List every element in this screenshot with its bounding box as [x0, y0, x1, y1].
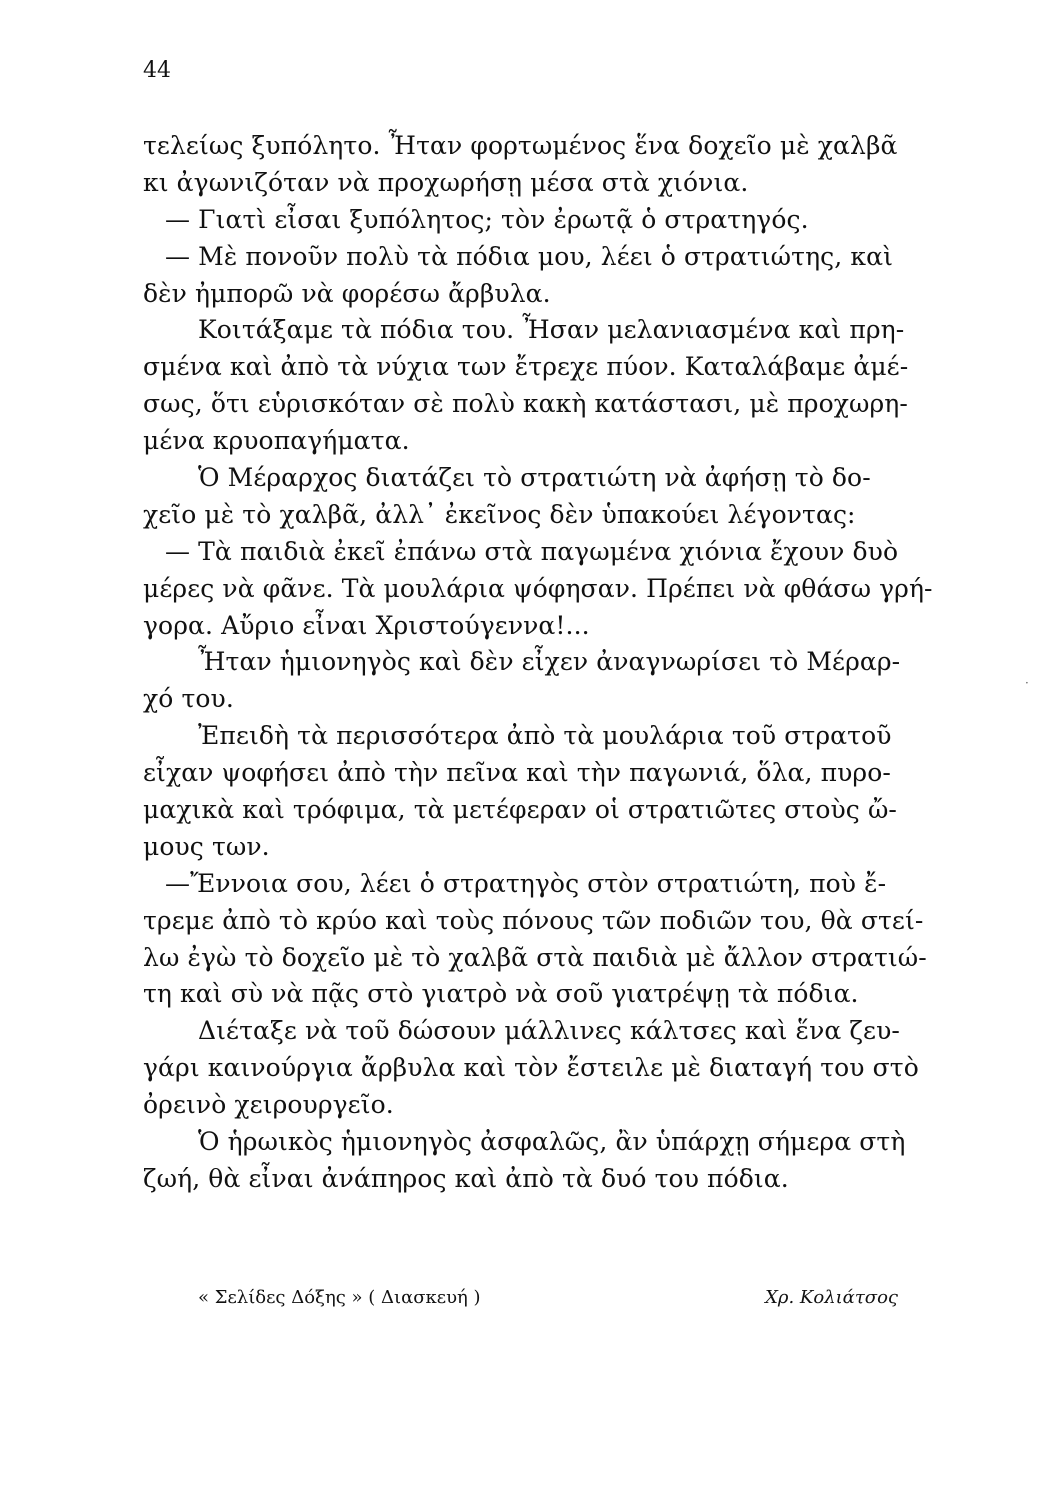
- text-line: μέρες νὰ φᾶνε. Τὰ μουλάρια ψόφησαν. Πρέπει νὰ φθάσω γρή-: [143, 573, 933, 603]
- text-line: — Μὲ πονοῦν πολὺ τὰ πόδια μου, λέει ὁ στρατιώτης, καὶ: [165, 241, 893, 271]
- text-line: τη καὶ σὺ νὰ πᾷς στὸ γιατρὸ νὰ σοῦ γιατρέψῃ τὰ πόδια.: [143, 979, 859, 1009]
- text-line: τρεμε ἀπὸ τὸ κρύο καὶ τοὺς πόνους τῶν ποδιῶν του, θὰ στεί-: [143, 905, 924, 935]
- text-line: Ὁ ἡρωικὸς ἡμιονηγὸς ἀσφαλῶς, ἂν ὑπάρχῃ σήμερα στὴ: [198, 1127, 906, 1157]
- text-line: σμένα καὶ ἀπὸ τὰ νύχια των ἔτρεχε πύον. Καταλάβαμε ἀμέ-: [143, 352, 909, 382]
- text-line: μους των.: [143, 831, 270, 861]
- text-line: κι ἀγωνιζόταν νὰ προχωρήσῃ μέσα στὰ χιόνια.: [143, 167, 749, 197]
- text-line: εἶχαν ψοφήσει ἀπὸ τὴν πεῖνα καὶ τὴν παγωνιά, ὅλα, πυρο-: [143, 758, 891, 788]
- text-line: χεῖο μὲ τὸ χαλβᾶ, ἀλλ᾽ ἐκεῖνος δὲν ὑπακούει λέγοντας:: [143, 499, 856, 529]
- source-citation: « Σελίδες Δόξης » ( Διασκευή ): [198, 1287, 481, 1308]
- text-line: Διέταξε νὰ τοῦ δώσουν μάλλινες κάλτσες καὶ ἕνα ζευ-: [198, 1016, 900, 1046]
- text-line: γάρι καινούργια ἄρβυλα καὶ τὸν ἔστειλε μὲ διαταγή του στὸ: [143, 1053, 919, 1083]
- text-line: λω ἐγὼ τὸ δοχεῖο μὲ τὸ χαλβᾶ στὰ παιδιὰ μὲ ἄλλον στρατιώ-: [143, 942, 927, 972]
- text-line: τελείως ξυπόλητο. Ἦταν φορτωμένος ἕνα δοχεῖο μὲ χαλβᾶ: [143, 131, 898, 160]
- text-line: — Γιατὶ εἶσαι ξυπόλητος; τὸν ἐρωτᾷ ὁ στρατηγός.: [165, 204, 809, 234]
- page-number: 44: [143, 58, 171, 83]
- text-line: σως, ὅτι εὑρισκόταν σὲ πολὺ κακὴ κατάστασι, μὲ προχωρη-: [143, 389, 908, 419]
- text-line: γορα. Αὔριο εἶναι Χριστούγεννα!...: [143, 610, 590, 640]
- text-line: μένα κρυοπαγήματα.: [143, 426, 410, 456]
- text-line: —Ἔννοια σου, λέει ὁ στρατηγὸς στὸν στρατιώτη, ποὺ ἔ-: [165, 868, 887, 898]
- text-line: — Τὰ παιδιὰ ἐκεῖ ἐπάνω στὰ παγωμένα χιόνια ἔχουν δυὸ: [165, 536, 899, 566]
- scan-speck: ·: [1025, 676, 1029, 690]
- text-line: δὲν ἠμπορῶ νὰ φορέσω ἄρβυλα.: [143, 278, 551, 308]
- text-line: Ὁ Μέραρχος διατάζει τὸ στρατιώτη νὰ ἀφήσῃ τὸ δο-: [198, 463, 871, 493]
- text-line: Ἐπειδὴ τὰ περισσότερα ἀπὸ τὰ μουλάρια τοῦ στρατοῦ: [198, 721, 892, 751]
- author-signature: Χρ. Κολιάτσος: [765, 1287, 898, 1308]
- text-line: ὀρεινὸ χειρουργεῖο.: [143, 1090, 394, 1120]
- text-line: χό του.: [143, 684, 234, 714]
- body-text: [143, 128, 963, 1198]
- text-line: μαχικὰ καὶ τρόφιμα, τὰ μετέφεραν οἱ στρατιῶτες στοὺς ὤ-: [143, 795, 897, 825]
- text-line: Κοιτάξαμε τὰ πόδια του. Ἦσαν μελανιασμένα καὶ πρη-: [198, 315, 905, 345]
- text-line: ζωή, θὰ εἶναι ἀνάπηρος καὶ ἀπὸ τὰ δυό του πόδια.: [143, 1163, 789, 1193]
- text-line: Ἦταν ἡμιονηγὸς καὶ δὲν εἶχεν ἀναγνωρίσει τὸ Μέραρ-: [198, 647, 901, 677]
